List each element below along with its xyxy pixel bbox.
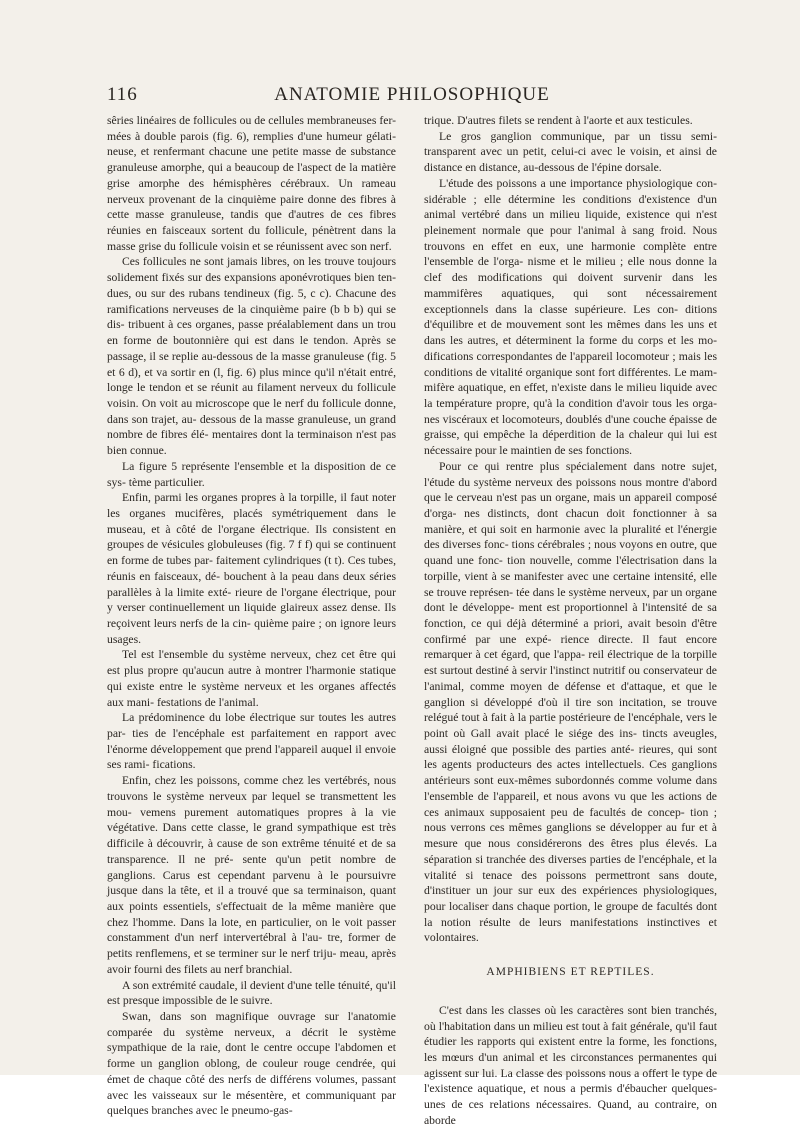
paragraph: Enfin, chez les poissons, comme chez les vertébrés, nous trouvons le système nerveux par lequel se transmettent les mou- vemens purement automatiques propres à la vie végétative. Dans cette classe, le grand sympathique est très difficile à découvrir, à cause de son extrême ténuité et de sa transparence. Il ne pré- sente qu'un petit nombre de ganglions. Carus est cependant parvenu à le poursuivre jusque dans la tête, et il a trouvé que sa terminaison, quant aux points essentiels, s'effectuait de la même manière que chez l'homme. Dans la lote, en particulier, on le voit passer constamment d'un nerf intervertébral à l'au- tre, former de petits renflemens, et se terminer sur le nerf triju- meau, après avoir fourni des filets au nerf branchial. [107,774,396,976]
paragraph: A son extrémité caudale, il devient d'une telle ténuité, qu'il est presque impossible de le suivre. [107,978,396,1008]
paragraph: La prédominence du lobe électrique sur toutes les autres par- ties de l'encéphale est parfaitement en rapport avec l'énorme développement que prend l'appareil auquel il envoie ses rami- fications. [107,711,396,772]
running-title: ANATOMIE PHILOSOPHIQUE [274,84,550,105]
left-column [107,113,396,1119]
paragraph: Pour ce qui rentre plus spécialement dans notre sujet, l'étude du système nerveux des poissons nous montre d'abord que le cerveau n'est pas un organe, mais un appareil composé d'orga- nes distincts, dont chacun doit fonctionner à sa manière, et qui soit en harmonie avec la pluralité et l'énergie des diverses fonc- tions cérébrales ; nous voyons en outre, que quand une fonc- tion nouvelle, comme l'électrisation dans la torpille, vient à se manifester avec une certaine intensité, elle se trouve représen- tée dans le système nerveux, par un organe dont le développe- ment est proportionnel à l'intensité de sa fonction, ce qui déjà déterminé a priori, avait besoin d'être confirmé par une expé- rience directe. Il faut encore remarquer à cet égard, que l'appa- reil électrique de la torpille est surtout destiné à servir l'instinct nutritif ou conservateur de l'animal, comme moyen de défense et d'attaque, et que le ganglion si développé d'où il tire son incitation, se trouve relégué tout à fait à la partie postérieure de l'encéphale, vers le point où Gall avait placé le siége des ins- tincts aveugles, aussi éloigné que possible des parties anté- rieures, qui sont les agents producteurs des actes intellectuels. Ces ganglions antérieurs sont eux-mêmes subordonnés comme volume dans l'ensemble de l'appareil, et nous avons vu que les actions de ces animaux supposaient peu de facultés de concep- tion ; nous verrons ces mêmes ganglions se développer au fur et à mesure que nous considérerons des êtres plus élevés. La séparation si tranchée des diverses parties de l'encéphale, et la vitalité si tenace des poissons permettront sans doute, d'instituer un jour sur eux des expériences physiologiques, pour localiser dans chaque portion, le groupe de facultés dont la notion résulte de leurs manifestations instinctives et volontaires. [424,459,717,945]
right-column [424,113,717,1129]
paragraph: Swan, dans son magnifique ouvrage sur l'anatomie comparée du système nerveux, a décrit le système sympathique de la raie, dont le centre occupe l'abdomen et forme un ganglion oblong, de couleur rouge cendrée, qui émet de chaque côté des nerfs de différens volumes, passant avec les vaisseaux sur le mésentère, et communiquant par quelques branches avec le pneumo-gas- [107,1009,396,1118]
paragraph: sêries linéaires de follicules ou de cellules membraneuses fer- mées à double parois (fig. 6), remplies d'une humeur gélati- neuse, et renfermant chacune une petite masse de substance granuleuse amorphe, qui a beaucoup de l'aspect de la matière grise amorphe des hémisphères cérébraux. Un rameau nerveux provenant de la cinquième paire donne des fibres à cette masse granuleuse, tandis que d'autres de ces fibres réunies en faisceaux sortent du follicule, pénètrent dans la masse grise du follicule voisin et se réunissent avec son nerf. [107,114,396,253]
paragraph: Enfin, parmi les organes propres à la torpille, il faut noter les organes mucifères, placés symétriquement dans le museau, et à côté de l'organe électrique. Ils consistent en groupes de vésicules globuleuses (fig. 7 f f) qui se continuent en forme de tubes par- faitement cylindriques (t t). Ces tubes, réunis en faisceaux, dé- bouchent à la peau dans deux séries parallèles à la limite exté- rieure de l'organe électrique, pour y verser continuellement un liquide glaireux assez dense. Ils reçoivent leurs nerfs de la cin- quième paire ; on ignore leurs usages. [107,491,396,646]
page-number: 116 [107,84,138,105]
paragraph: Tel est l'ensemble du système nerveux, chez cet être qui est plus propre qu'aucun autre à montrer l'harmonie statique qui existe entre le système nerveux et les organes affectés aux mani- festations de l'animal. [107,648,396,709]
paragraph: Ces follicules ne sont jamais libres, on les trouve toujours solidement fixés sur des expansions aponévrotiques bien ten- dues, ou sur des rubans tendineux (fig. 5, c c). Chacune des ramifications nerveuses de la cinquième paire (b b b) qui se dis- tribuent à ces organes, passe préalablement dans un trou en forme de boutonnière qui est dans le tendon. Après se passage, il se replie au-dessous de la masse granuleuse (fig. 5 et 6 d), et va sortir en (l, fig. 6) plus mince qu'il n'était entré, longe le tendon et se réunit au filament nerveux du follicule voisin. On voit au microscope que le nerf du follicule donne, dans son trajet, au- dessous de la masse granuleuse, un grand nombre de fibres élé- mentaires dont la terminaison n'est pas bien connue. [107,255,396,458]
paragraph: Le gros ganglion communique, par un tissu semi-transparent avec un petit, celui-ci avec le voisin, et ainsi de distance en distance, au-dessous de l'épine dorsale. [424,129,717,175]
page-header [107,84,717,108]
paragraph: C'est dans les classes où les caractères sont bien tranchés, où l'habitation dans un milieu est tout à fait générale, qu'il faut étudier les rapports qui existent entre la forme, les fonctions, les mœurs d'un animal et les circonstances permanentes qui agissent sur lui. La classe des poissons nous a offert le type de l'existence aquatique, et nous a permis d'ébaucher quelques- unes de ces relations nécessaires. Quand, au contraire, on aborde [424,1003,717,1127]
paragraph: trique. D'autres filets se rendent à l'aorte et aux testicules. [424,114,693,127]
section-heading: AMPHIBIENS ET REPTILES. [486,966,655,979]
paragraph: La figure 5 représente l'ensemble et la disposition de ce sys- tème particulier. [107,459,396,489]
paragraph: L'étude des poissons a une importance physiologique con- sidérable ; elle détermine les conditions d'existence d'un animal vertébré dans un milieu liquide, existence qui n'est pleinement normale que pour l'animal à sang froid. Nous trouvons en effet en eux, une harmonie complète entre l'ensemble de l'orga- nisme et le milieu ; elle nous donne la clef des modifications qui doivent survenir dans les mammifères aquatiques, qui sont nécessairement exceptionnels dans la classe supérieure. Les con- ditions d'équilibre et de mouvement sont les mêmes dans les uns et dans les autres, et déterminent la forme du corps et les mo- difications correspondantes de l'appareil locomoteur ; mais les conditions de vitalité organique sont fort différentes. Le mam- mifère aquatique, en effet, n'existe dans le milieu liquide avec la température propre, qu'à la condition d'avoir tous les orga- nes viscéraux et locomoteurs, doublés d'une couche épaisse de graisse, qui empêche la déperdition de la chaleur qui lui est nécessaire pour le maintien de ses fonctions. [424,176,717,458]
